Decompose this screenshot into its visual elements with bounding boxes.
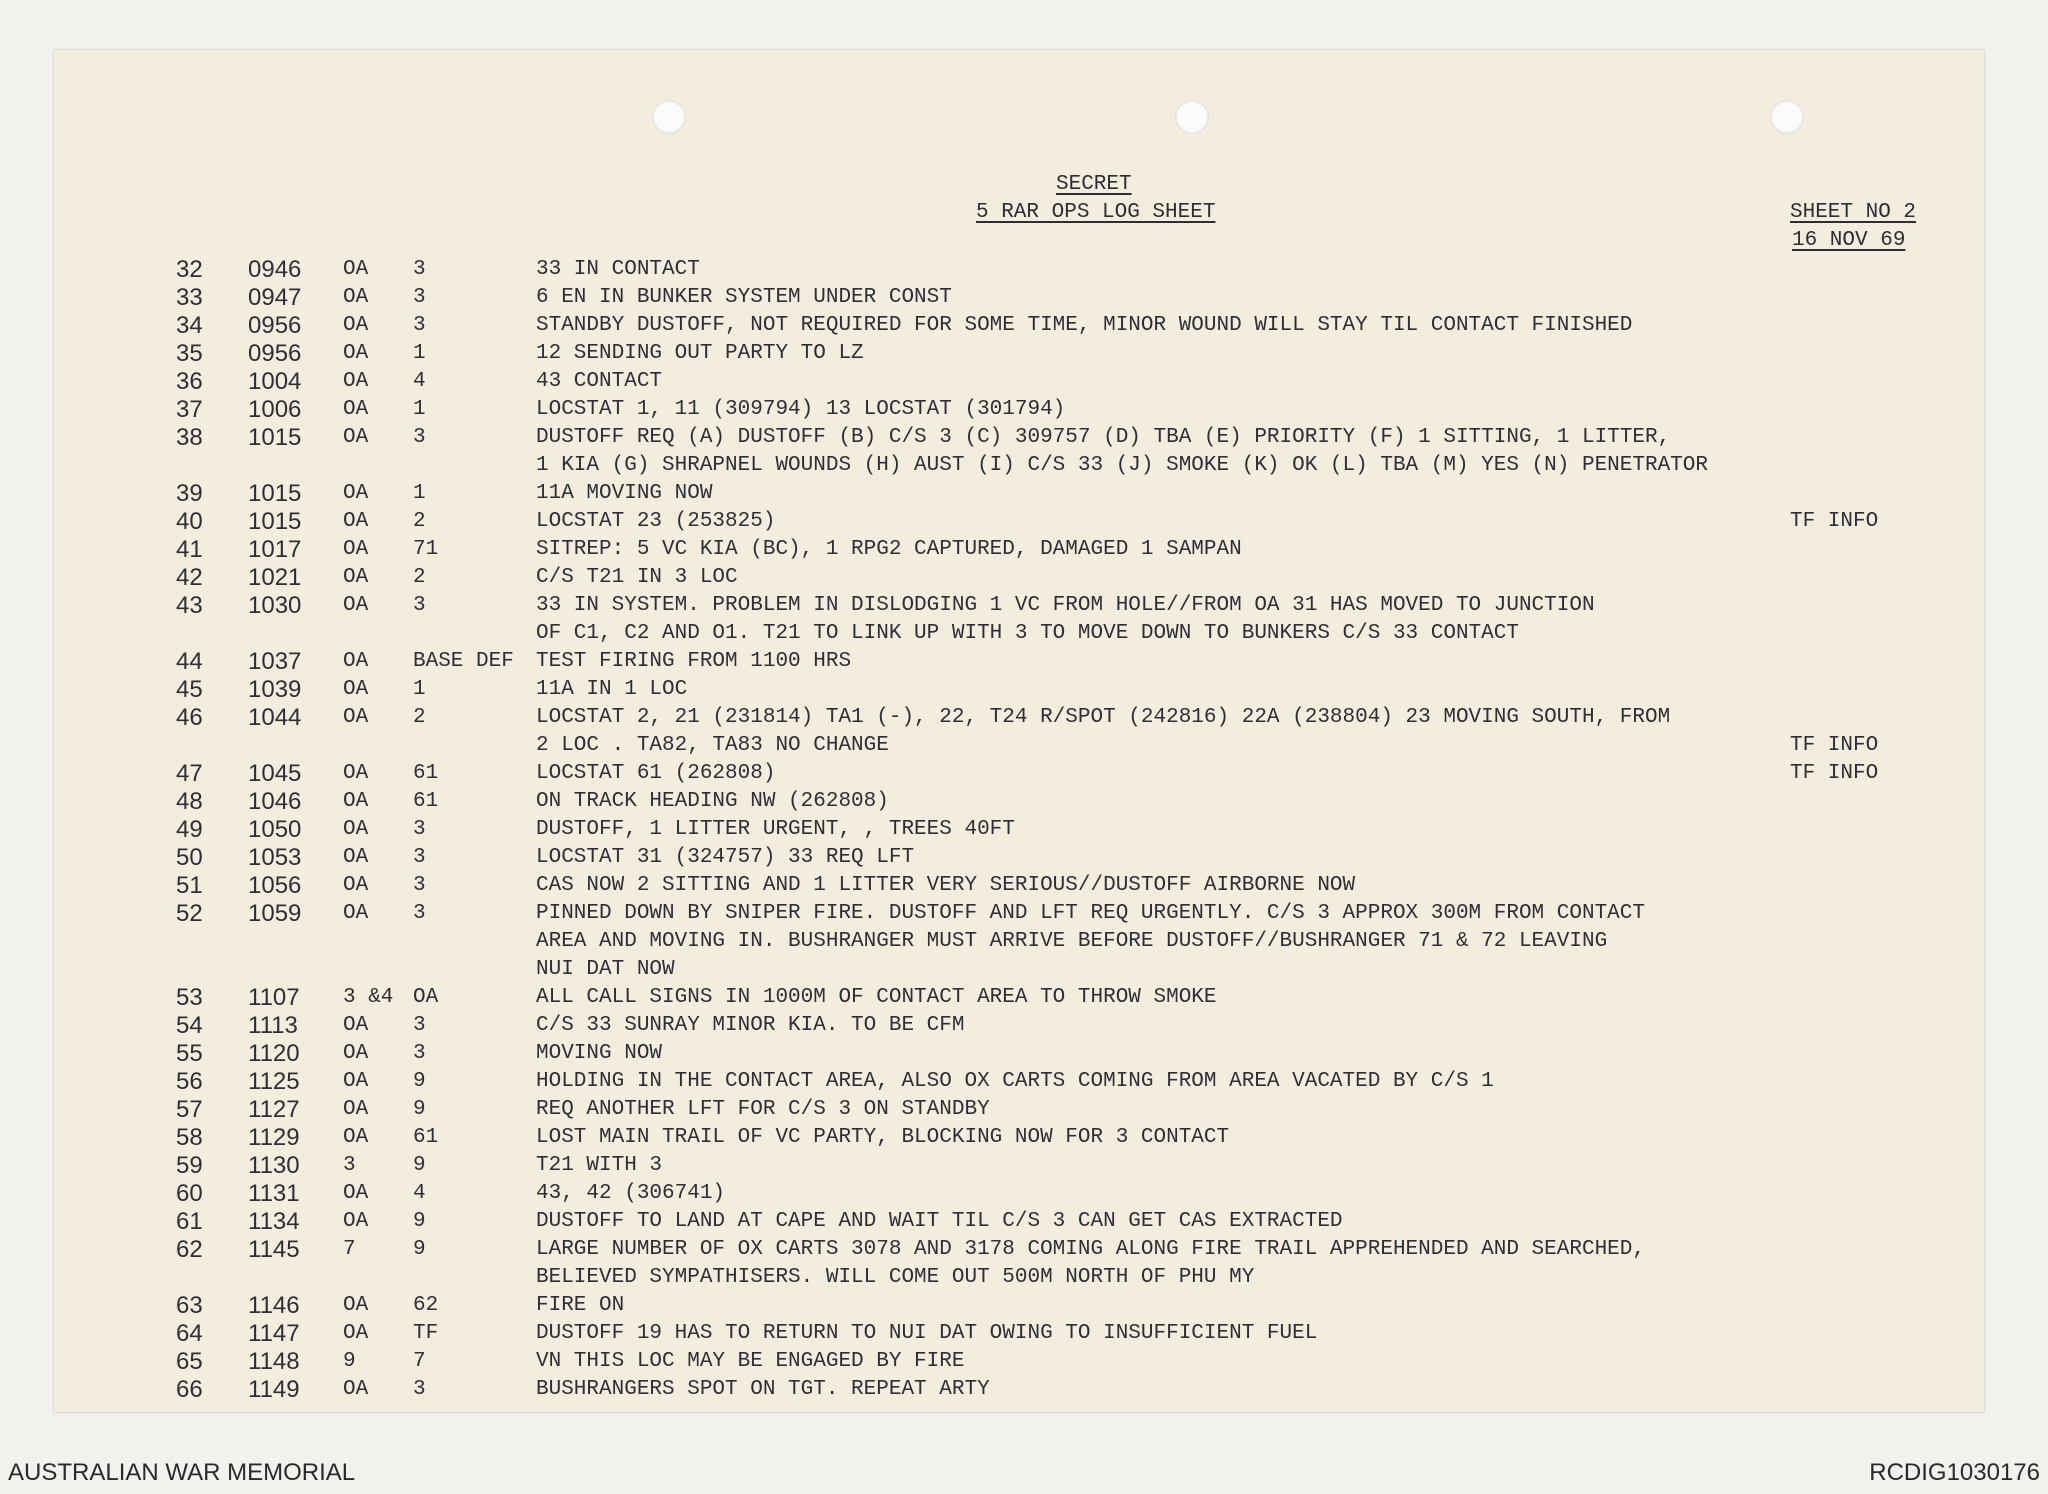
to-callsign: 3: [413, 286, 426, 309]
event-text-line: LOCSTAT 23 (253825): [536, 510, 776, 533]
event-text-line: HOLDING IN THE CONTACT AREA, ALSO OX CARTS COMING FROM AREA VACATED BY C/S 1: [536, 1070, 1494, 1093]
event-text-line: 11A IN 1 LOC: [536, 678, 688, 701]
time-of-entry: 1030: [248, 592, 302, 619]
time-of-entry: 1134: [248, 1208, 300, 1235]
serial-number: 37: [176, 396, 203, 423]
from-callsign: OA: [343, 566, 369, 589]
to-callsign: 9: [413, 1210, 426, 1233]
from-callsign: 3 &4: [343, 986, 394, 1009]
from-callsign: OA: [343, 1126, 369, 1149]
time-of-entry: 1059: [248, 900, 302, 927]
to-callsign: 61: [413, 1126, 439, 1149]
event-text-line: LOCSTAT 31 (324757) 33 REQ LFT: [536, 846, 915, 869]
serial-number: 42: [176, 564, 203, 591]
to-callsign: 61: [413, 762, 439, 785]
serial-number: 59: [176, 1152, 203, 1179]
serial-number: 50: [176, 844, 203, 871]
from-callsign: OA: [343, 790, 369, 813]
event-text-line: CAS NOW 2 SITTING AND 1 LITTER VERY SERIOUS//DUSTOFF AIRBORNE NOW: [536, 874, 1356, 897]
serial-number: 46: [176, 704, 203, 731]
action-note: TF INFO: [1790, 762, 1879, 785]
serial-number: 61: [176, 1208, 203, 1235]
time-of-entry: 1130: [248, 1152, 300, 1179]
classification-heading: SECRET: [1056, 173, 1132, 196]
to-callsign: 4: [413, 370, 426, 393]
event-text-line: DUSTOFF, 1 LITTER URGENT, , TREES 40FT: [536, 818, 1015, 841]
to-callsign: 3: [413, 594, 426, 617]
time-of-entry: 1146: [248, 1292, 300, 1319]
event-text-line: C/S T21 IN 3 LOC: [536, 566, 738, 589]
to-callsign: 3: [413, 902, 426, 925]
punch-hole: [652, 100, 686, 134]
event-text-line: LOCSTAT 1, 11 (309794) 13 LOCSTAT (301794): [536, 398, 1066, 421]
serial-number: 44: [176, 648, 203, 675]
to-callsign: 2: [413, 566, 426, 589]
from-callsign: OA: [343, 706, 369, 729]
action-note: TF INFO: [1790, 734, 1879, 757]
event-text-line: 1 KIA (G) SHRAPNEL WOUNDS (H) AUST (I) C/S 33 (J) SMOKE (K) OK (L) TBA (M) YES (N) PENETRATOR: [536, 454, 1708, 477]
time-of-entry: 1149: [248, 1376, 300, 1403]
to-callsign: BASE DEF: [413, 650, 514, 673]
event-text-line: SITREP: 5 VC KIA (BC), 1 RPG2 CAPTURED, DAMAGED 1 SAMPAN: [536, 538, 1242, 561]
to-callsign: TF: [413, 1322, 439, 1345]
to-callsign: 7: [413, 1350, 426, 1373]
footer-institution: AUSTRALIAN WAR MEMORIAL: [8, 1459, 356, 1486]
from-callsign: OA: [343, 286, 369, 309]
time-of-entry: 1131: [248, 1180, 300, 1207]
event-text-line: 33 IN CONTACT: [536, 258, 700, 281]
event-text-line: 6 EN IN BUNKER SYSTEM UNDER CONST: [536, 286, 952, 309]
time-of-entry: 1147: [248, 1320, 300, 1347]
time-of-entry: 1017: [248, 536, 302, 563]
from-callsign: OA: [343, 314, 369, 337]
serial-number: 36: [176, 368, 203, 395]
serial-number: 40: [176, 508, 203, 535]
event-text-line: 2 LOC . TA82, TA83 NO CHANGE: [536, 734, 889, 757]
to-callsign: 3: [413, 846, 426, 869]
event-text-line: DUSTOFF 19 HAS TO RETURN TO NUI DAT OWING TO INSUFFICIENT FUEL: [536, 1322, 1318, 1345]
page-title: 5 RAR OPS LOG SHEET: [976, 201, 1216, 224]
time-of-entry: 1037: [248, 648, 302, 675]
time-of-entry: 1145: [248, 1236, 300, 1263]
event-text-line: BUSHRANGERS SPOT ON TGT. REPEAT ARTY: [536, 1378, 990, 1401]
to-callsign: 1: [413, 678, 426, 701]
time-of-entry: 1044: [248, 704, 302, 731]
to-callsign: 1: [413, 342, 426, 365]
event-text-line: BELIEVED SYMPATHISERS. WILL COME OUT 500M NORTH OF PHU MY: [536, 1266, 1255, 1289]
time-of-entry: 1120: [248, 1040, 300, 1067]
sheet-date: 16 NOV 69: [1792, 229, 1906, 252]
to-callsign: 62: [413, 1294, 439, 1317]
event-text-line: LARGE NUMBER OF OX CARTS 3078 AND 3178 COMING ALONG FIRE TRAIL APPREHENDED AND SEARCHED,: [536, 1238, 1645, 1261]
event-text-line: LOCSTAT 2, 21 (231814) TA1 (-), 22, T24 R/SPOT (242816) 22A (238804) 23 MOVING SOUTH, FROM: [536, 706, 1671, 729]
from-callsign: OA: [343, 510, 369, 533]
event-text-line: MOVING NOW: [536, 1042, 663, 1065]
time-of-entry: 1053: [248, 844, 302, 871]
time-of-entry: 1045: [248, 760, 302, 787]
event-text-line: DUSTOFF TO LAND AT CAPE AND WAIT TIL C/S 3 CAN GET CAS EXTRACTED: [536, 1210, 1343, 1233]
serial-number: 33: [176, 284, 203, 311]
time-of-entry: 1148: [248, 1348, 300, 1375]
serial-number: 66: [176, 1376, 203, 1403]
serial-number: 45: [176, 676, 203, 703]
sheet-number: SHEET NO 2: [1790, 201, 1917, 224]
serial-number: 48: [176, 788, 203, 815]
serial-number: 56: [176, 1068, 203, 1095]
punch-hole: [1175, 100, 1209, 134]
time-of-entry: 1039: [248, 676, 302, 703]
event-text-line: ON TRACK HEADING NW (262808): [536, 790, 889, 813]
from-callsign: OA: [343, 1322, 369, 1345]
punch-hole: [1770, 100, 1804, 134]
event-text-line: REQ ANOTHER LFT FOR C/S 3 ON STANDBY: [536, 1098, 990, 1121]
event-text-line: OF C1, C2 AND O1. T21 TO LINK UP WITH 3 TO MOVE DOWN TO BUNKERS C/S 33 CONTACT: [536, 622, 1519, 645]
to-callsign: 1: [413, 398, 426, 421]
to-callsign: 3: [413, 1042, 426, 1065]
serial-number: 49: [176, 816, 203, 843]
time-of-entry: 1015: [248, 480, 302, 507]
time-of-entry: 1129: [248, 1124, 300, 1151]
event-text-line: C/S 33 SUNRAY MINOR KIA. TO BE CFM: [536, 1014, 965, 1037]
serial-number: 53: [176, 984, 203, 1011]
event-text-line: T21 WITH 3: [536, 1154, 663, 1177]
event-text-line: 33 IN SYSTEM. PROBLEM IN DISLODGING 1 VC FROM HOLE//FROM OA 31 HAS MOVED TO JUNCTION: [536, 594, 1595, 617]
event-text-line: 43, 42 (306741): [536, 1182, 726, 1205]
serial-number: 60: [176, 1180, 203, 1207]
time-of-entry: 1004: [248, 368, 302, 395]
time-of-entry: 1046: [248, 788, 302, 815]
serial-number: 38: [176, 424, 203, 451]
event-text-line: STANDBY DUSTOFF, NOT REQUIRED FOR SOME TIME, MINOR WOUND WILL STAY TIL CONTACT FINISHED: [536, 314, 1633, 337]
event-text-line: 43 CONTACT: [536, 370, 663, 393]
from-callsign: OA: [343, 258, 369, 281]
from-callsign: OA: [343, 650, 369, 673]
action-note: TF INFO: [1790, 510, 1879, 533]
to-callsign: 2: [413, 510, 426, 533]
to-callsign: 4: [413, 1182, 426, 1205]
event-text-line: AREA AND MOVING IN. BUSHRANGER MUST ARRIVE BEFORE DUSTOFF//BUSHRANGER 71 & 72 LEAVING: [536, 930, 1608, 953]
to-callsign: 3: [413, 1014, 426, 1037]
from-callsign: OA: [343, 678, 369, 701]
serial-number: 39: [176, 480, 203, 507]
time-of-entry: 1050: [248, 816, 302, 843]
event-text-line: LOST MAIN TRAIL OF VC PARTY, BLOCKING NOW FOR 3 CONTACT: [536, 1126, 1230, 1149]
from-callsign: 7: [343, 1238, 356, 1261]
serial-number: 43: [176, 592, 203, 619]
serial-number: 62: [176, 1236, 203, 1263]
from-callsign: OA: [343, 874, 369, 897]
from-callsign: OA: [343, 762, 369, 785]
from-callsign: OA: [343, 1182, 369, 1205]
time-of-entry: 1015: [248, 508, 302, 535]
to-callsign: 61: [413, 790, 439, 813]
serial-number: 55: [176, 1040, 203, 1067]
to-callsign: 3: [413, 1378, 426, 1401]
from-callsign: OA: [343, 538, 369, 561]
serial-number: 32: [176, 256, 203, 283]
to-callsign: 9: [413, 1070, 426, 1093]
time-of-entry: 0956: [248, 340, 302, 367]
event-text-line: TEST FIRING FROM 1100 HRS: [536, 650, 852, 673]
from-callsign: OA: [343, 1210, 369, 1233]
event-text-line: VN THIS LOC MAY BE ENGAGED BY FIRE: [536, 1350, 965, 1373]
serial-number: 54: [176, 1012, 203, 1039]
time-of-entry: 0956: [248, 312, 302, 339]
time-of-entry: 1015: [248, 424, 302, 451]
serial-number: 34: [176, 312, 203, 339]
from-callsign: OA: [343, 398, 369, 421]
to-callsign: 9: [413, 1154, 426, 1177]
time-of-entry: 1127: [248, 1096, 300, 1123]
time-of-entry: 1021: [248, 564, 302, 591]
from-callsign: 3: [343, 1154, 356, 1177]
serial-number: 41: [176, 536, 203, 563]
event-text-line: ALL CALL SIGNS IN 1000M OF CONTACT AREA TO THROW SMOKE: [536, 986, 1217, 1009]
serial-number: 35: [176, 340, 203, 367]
time-of-entry: 1107: [248, 984, 300, 1011]
event-text-line: FIRE ON: [536, 1294, 625, 1317]
from-callsign: OA: [343, 342, 369, 365]
to-callsign: 3: [413, 258, 426, 281]
serial-number: 58: [176, 1124, 203, 1151]
from-callsign: OA: [343, 482, 369, 505]
to-callsign: 1: [413, 482, 426, 505]
from-callsign: OA: [343, 902, 369, 925]
serial-number: 63: [176, 1292, 203, 1319]
from-callsign: OA: [343, 426, 369, 449]
time-of-entry: 1056: [248, 872, 302, 899]
event-text-line: DUSTOFF REQ (A) DUSTOFF (B) C/S 3 (C) 309757 (D) TBA (E) PRIORITY (F) 1 SITTING, 1 LITTER,: [536, 426, 1671, 449]
to-callsign: 3: [413, 818, 426, 841]
time-of-entry: 0947: [248, 284, 302, 311]
to-callsign: 9: [413, 1238, 426, 1261]
to-callsign: 3: [413, 426, 426, 449]
serial-number: 65: [176, 1348, 203, 1375]
event-text-line: 12 SENDING OUT PARTY TO LZ: [536, 342, 864, 365]
event-text-line: PINNED DOWN BY SNIPER FIRE. DUSTOFF AND LFT REQ URGENTLY. C/S 3 APPROX 300M FROM CONTACT: [536, 902, 1645, 925]
from-callsign: OA: [343, 1042, 369, 1065]
event-text-line: 11A MOVING NOW: [536, 482, 713, 505]
to-callsign: 2: [413, 706, 426, 729]
from-callsign: OA: [343, 594, 369, 617]
serial-number: 51: [176, 872, 203, 899]
serial-number: 57: [176, 1096, 203, 1123]
serial-number: 52: [176, 900, 203, 927]
from-callsign: OA: [343, 1098, 369, 1121]
from-callsign: OA: [343, 1014, 369, 1037]
from-callsign: OA: [343, 1070, 369, 1093]
event-text-line: LOCSTAT 61 (262808): [536, 762, 776, 785]
time-of-entry: 1006: [248, 396, 302, 423]
serial-number: 47: [176, 760, 203, 787]
to-callsign: 3: [413, 314, 426, 337]
to-callsign: 71: [413, 538, 439, 561]
serial-number: 64: [176, 1320, 203, 1347]
footer-record-id: RCDIG1030176: [1869, 1459, 2040, 1486]
time-of-entry: 1113: [248, 1012, 298, 1039]
from-callsign: OA: [343, 370, 369, 393]
to-callsign: 9: [413, 1098, 426, 1121]
from-callsign: OA: [343, 818, 369, 841]
time-of-entry: 1125: [248, 1068, 300, 1095]
from-callsign: OA: [343, 1294, 369, 1317]
from-callsign: OA: [343, 846, 369, 869]
time-of-entry: 0946: [248, 256, 302, 283]
from-callsign: 9: [343, 1350, 356, 1373]
event-text-line: NUI DAT NOW: [536, 958, 675, 981]
to-callsign: 3: [413, 874, 426, 897]
to-callsign: OA: [413, 986, 439, 1009]
from-callsign: OA: [343, 1378, 369, 1401]
